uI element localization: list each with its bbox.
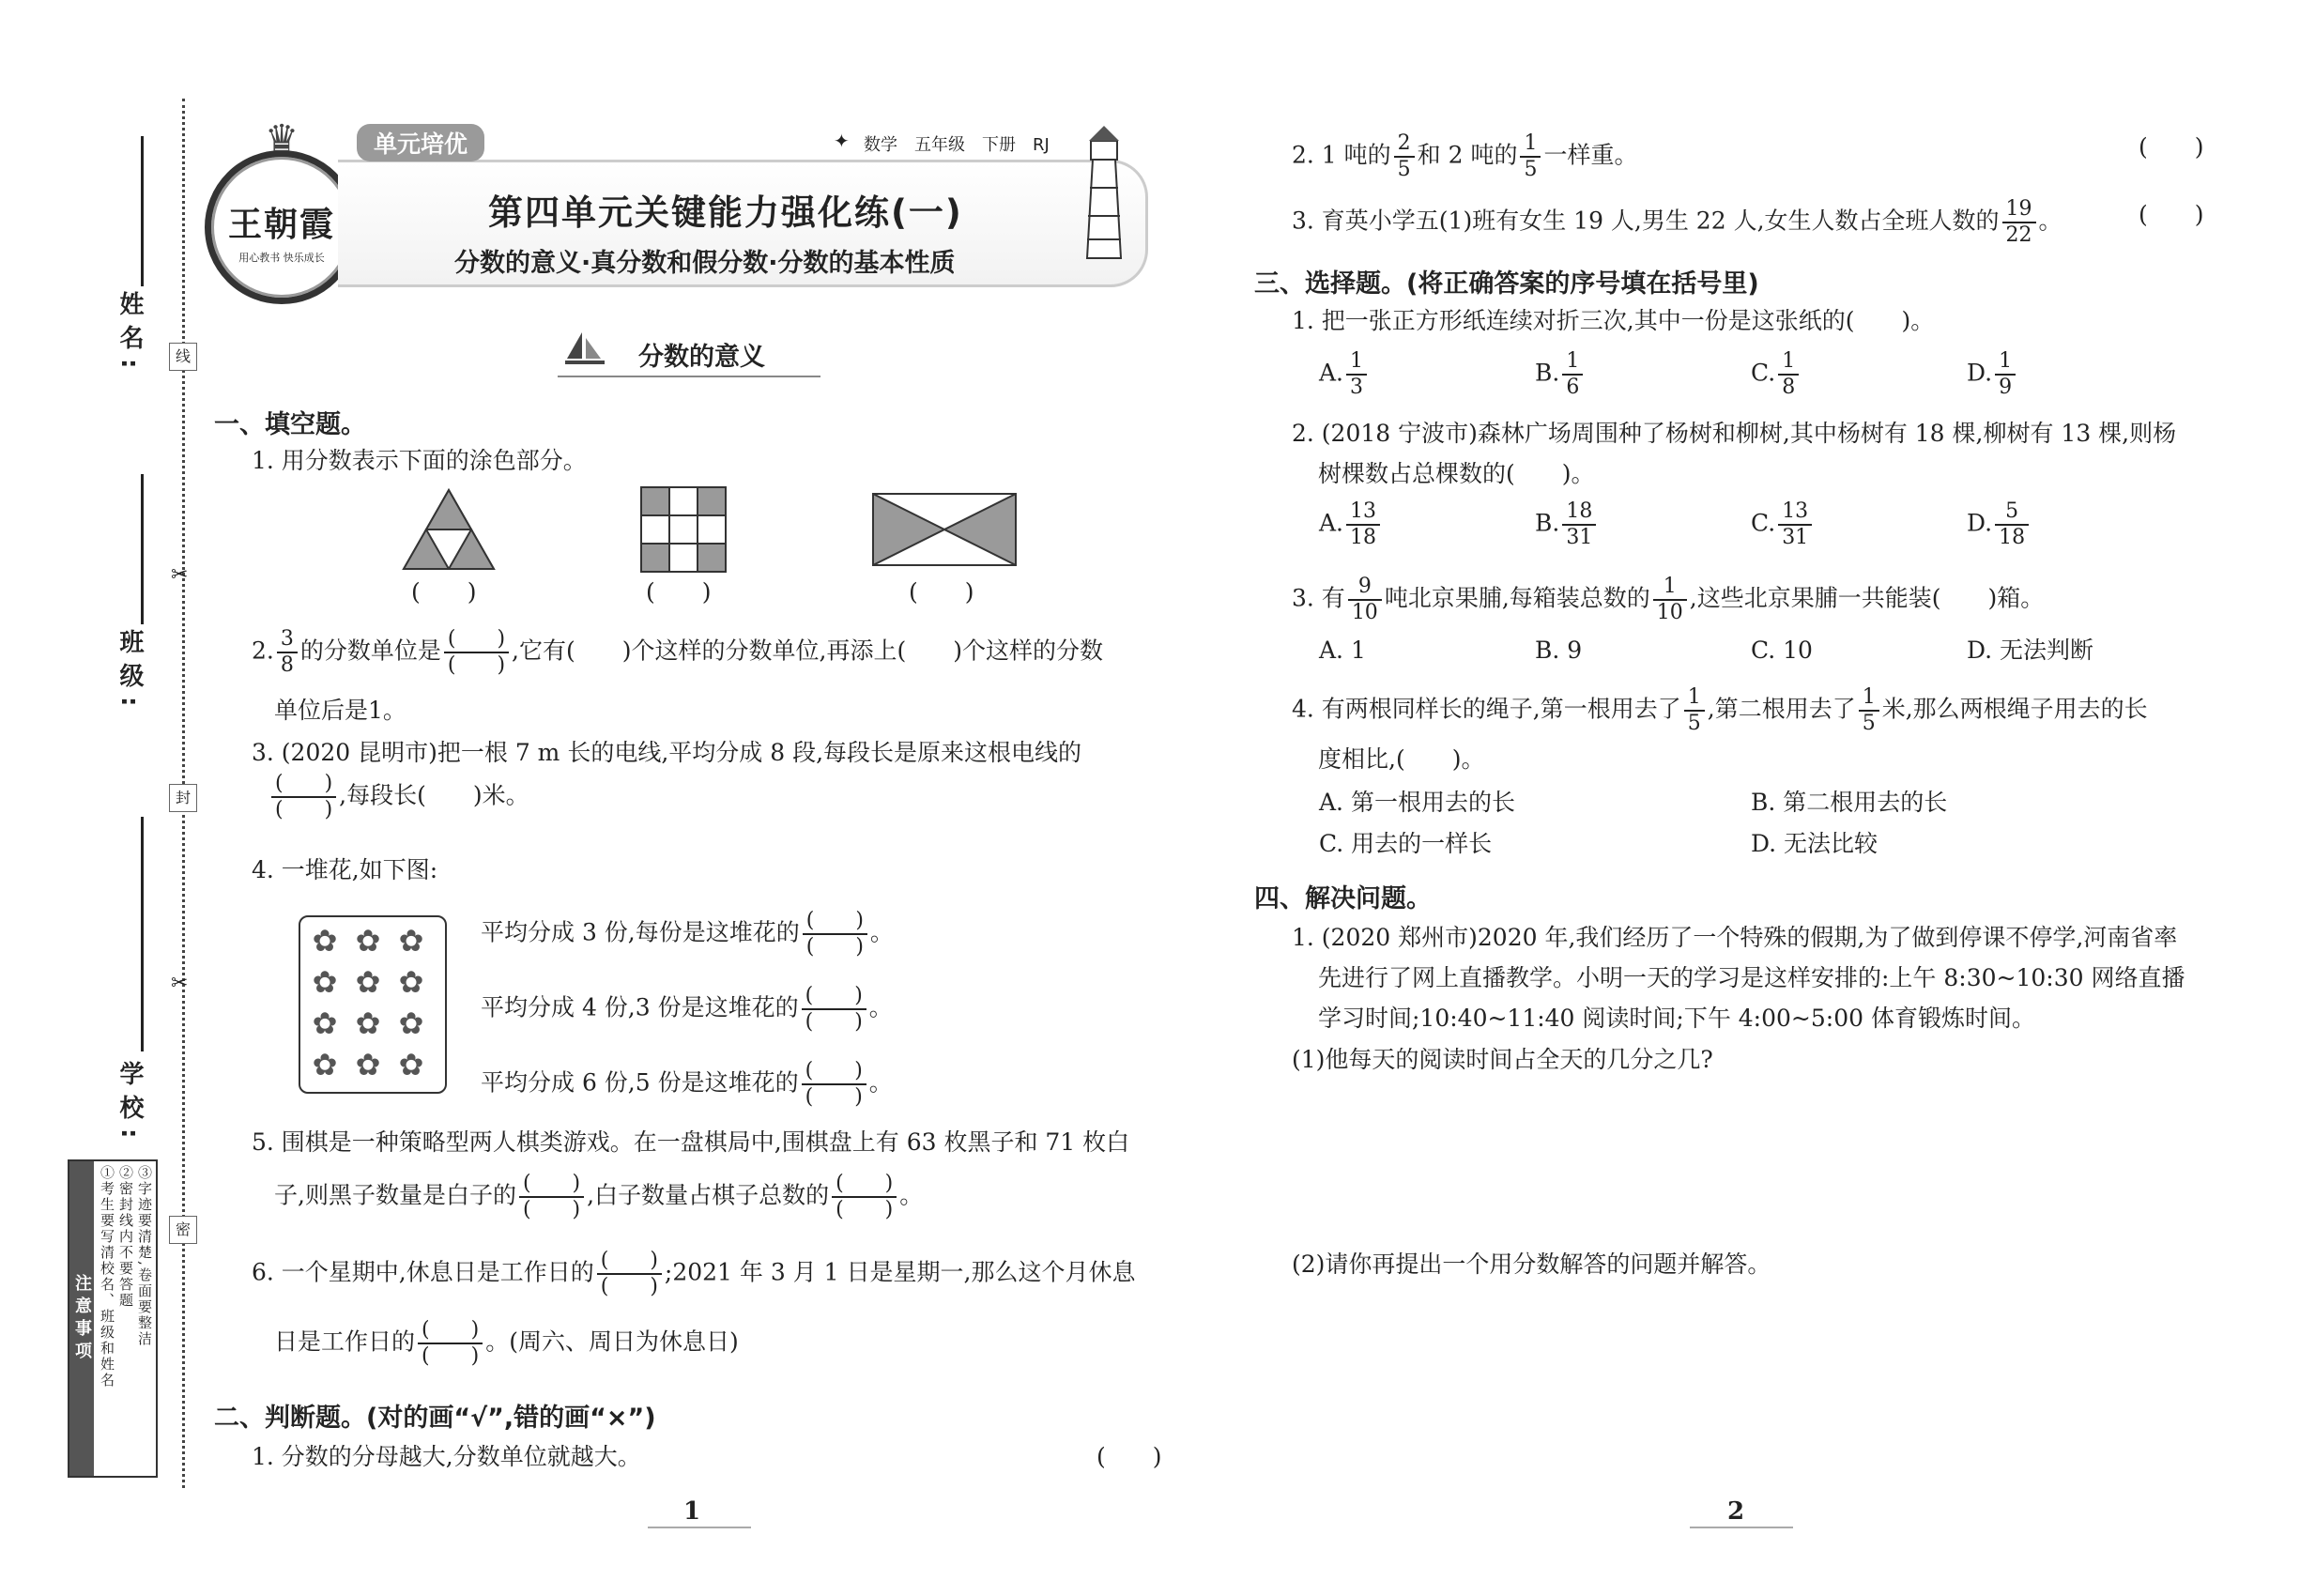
- rectangle-figure: [871, 492, 1018, 571]
- choice-q4-option-d[interactable]: D. 无法比较: [1751, 830, 1878, 857]
- section-choice: 三、选择题。(将正确答案的序号填在括号里): [1254, 269, 1759, 299]
- page-number-ornament: [1690, 1527, 1793, 1528]
- choice-q4-option-c[interactable]: C. 用去的一样长: [1319, 830, 1493, 857]
- judge-q1: 1. 分数的分母越大,分数单位就越大。: [252, 1443, 641, 1470]
- fill-q5-cont: 子,则黑子数量是白子的 ( ) ( ) ,白子数量占棋子总数的 ( ) ( ) 。: [274, 1172, 924, 1221]
- section-fill-in: 一、填空题。: [214, 410, 366, 439]
- choice-q4-option-b[interactable]: B. 第二根用去的长: [1751, 789, 1948, 816]
- page-subtitle: 分数的意义·真分数和假分数·分数的基本性质: [454, 249, 956, 278]
- sparkle-icon: ✦: [834, 130, 850, 152]
- flower-icon: ✿: [398, 964, 424, 1000]
- flower-icon: ✿: [355, 923, 381, 959]
- solve-q1-cont1: 先进行了网上直播教学。小明一天的学习是这样安排的:上午 8:30~10:30 网络直播: [1318, 964, 2185, 991]
- flower-icon: ✿: [355, 964, 381, 1000]
- lighthouse-icon: [1080, 122, 1128, 263]
- cut-mark-line: 线: [169, 343, 197, 371]
- fill-q1: 1. 用分数表示下面的涂色部分。: [252, 447, 587, 474]
- class-field-line[interactable]: [141, 474, 144, 624]
- choice-q4: 4. 有两根同样长的绳子,第一根用去了 $\frac{1}{5}$ ,第二根用去了 $\frac{1}{5}$ 米,那么两根绳子用去的长: [1292, 685, 2148, 735]
- fill-q4-line2: 平均分成 4 份,3 份是这堆花的 ( ) ( ) 。: [481, 984, 893, 1034]
- fraction: $\frac{1}{5}$: [1859, 685, 1879, 736]
- page-title: 第四单元关键能力强化练(一): [488, 192, 963, 233]
- note-item: ②密封线内不要答题: [117, 1165, 134, 1309]
- fill-q3-cont: ( ) ( ) ,每段长( )米。: [268, 772, 529, 822]
- fraction: $\frac{1}{5}$: [1520, 131, 1541, 182]
- series-label: 单元培优: [357, 124, 484, 161]
- choice-q1: 1. 把一张正方形纸连续对折三次,其中一份是这张纸的( )。: [1292, 307, 1935, 334]
- answer-area[interactable]: [1292, 1080, 2212, 1235]
- brand-name: 王朝霞: [227, 205, 335, 244]
- flower-icon: ✿: [355, 1005, 381, 1041]
- triangle-figure: [402, 488, 496, 575]
- flower-icon: ✿: [312, 923, 338, 959]
- choice-q1-option-a[interactable]: A. $\frac{1}{3}$: [1319, 349, 1370, 400]
- fill-q6-cont: 日是工作日的 ( ) ( ) 。(周六、周日为休息日): [274, 1318, 739, 1368]
- grid-figure: [640, 486, 727, 576]
- brand-logo: [205, 117, 359, 304]
- topic-title: 分数的意义: [638, 343, 765, 372]
- flower-icon: ✿: [312, 964, 338, 1000]
- choice-q2-cont: 树棵数占总棵数的( )。: [1318, 460, 1595, 487]
- fraction: $\frac{1}{10}$: [1653, 575, 1687, 625]
- judge-q2: 2. 1 吨的 $\frac{2}{5}$ 和 2 吨的 $\frac{1}{5}$ 一样重。: [1292, 131, 1638, 181]
- school-label: 学校:: [115, 1061, 144, 1148]
- scissor-icon: ✂: [171, 972, 189, 995]
- flower-icon: ✿: [312, 1005, 338, 1041]
- sailboat-icon: [563, 330, 606, 372]
- answer-blank[interactable]: ( ): [909, 578, 974, 606]
- fraction: $\frac{2}{5}$: [1394, 131, 1415, 182]
- answer-fraction-blank[interactable]: ( ) ( ): [271, 772, 336, 822]
- notes-title: 注意事项: [69, 1161, 94, 1476]
- fraction: $\frac{19}{22}$: [2002, 197, 2036, 248]
- judge-answer-paren[interactable]: ( ): [2139, 133, 2204, 161]
- answer-fraction-blank[interactable]: ( ) ( ): [444, 627, 509, 678]
- choice-q1-option-d[interactable]: D. $\frac{1}{9}$: [1967, 349, 2018, 400]
- judge-q3: 3. 育英小学五(1)班有女生 19 人,男生 22 人,女生人数占全班人数的 $\frac{19}{22}$ 。: [1292, 197, 2062, 247]
- cut-mark-seal: 封: [169, 784, 197, 812]
- choice-q3-option-b[interactable]: B. 9: [1535, 637, 1583, 664]
- note-item: ③字迹要清楚,卷面要整洁: [136, 1165, 153, 1347]
- fraction: $\frac{1}{5}$: [1684, 685, 1705, 736]
- page-number-right: 2: [1727, 1497, 1745, 1526]
- choice-q1-option-c[interactable]: C. $\frac{1}{8}$: [1751, 349, 1802, 400]
- answer-fraction-blank[interactable]: ( ) ( ): [802, 984, 866, 1035]
- choice-q2-option-c[interactable]: C. $\frac{13}{31}$: [1751, 499, 1815, 550]
- brand-sub: 用心教书 快乐成长: [238, 252, 325, 264]
- choice-q2: 2. (2018 宁波市)森林广场周围种了杨树和柳树,其中杨树有 18 棵,柳树有 13 棵,则杨: [1292, 420, 2177, 447]
- notes-box: [68, 1159, 158, 1478]
- fraction: $\frac{3}{8}$: [277, 627, 298, 678]
- section-solve: 四、解决问题。: [1254, 884, 1432, 913]
- choice-q3-option-c[interactable]: C. 10: [1751, 637, 1813, 664]
- flower-icon: ✿: [398, 923, 424, 959]
- name-field-line[interactable]: [141, 136, 144, 286]
- choice-q3-option-d[interactable]: D. 无法判断: [1967, 637, 2094, 664]
- crown-icon: ♛: [265, 117, 299, 161]
- judge-answer-paren[interactable]: ( ): [1096, 1443, 1162, 1470]
- choice-q2-option-b[interactable]: B. $\frac{18}{31}$: [1535, 499, 1599, 550]
- fill-q2: 2. $\frac{3}{8}$ 的分数单位是 ( ) ( ) ,它有( )个这样的分数单位,再添上( )个这样的分数: [252, 627, 1103, 677]
- solve-q1: 1. (2020 郑州市)2020 年,我们经历了一个特殊的假期,为了做到停课不停学,河南省率: [1292, 924, 2178, 951]
- choice-q4-cont: 度相比,( )。: [1318, 745, 1485, 773]
- scissor-icon: ✂: [171, 563, 189, 587]
- answer-fraction-blank[interactable]: ( ) ( ): [832, 1172, 897, 1222]
- school-field-line[interactable]: [141, 817, 144, 1051]
- note-item: ①考生要写清校名、班级和姓名: [99, 1165, 115, 1389]
- flower-icon: ✿: [398, 1047, 424, 1082]
- section-judge: 二、判断题。(对的画“√”,错的画“×”): [214, 1404, 656, 1433]
- fraction: $\frac{9}{10}$: [1348, 575, 1382, 625]
- judge-answer-paren[interactable]: ( ): [2139, 201, 2204, 228]
- flower-icon: ✿: [355, 1047, 381, 1082]
- answer-fraction-blank[interactable]: ( ) ( ): [418, 1318, 483, 1369]
- answer-fraction-blank[interactable]: ( ) ( ): [802, 1059, 866, 1110]
- page-number-left: 1: [683, 1497, 701, 1526]
- fill-q2-cont: 单位后是1。: [274, 697, 406, 724]
- answer-fraction-blank[interactable]: ( ) ( ): [519, 1172, 584, 1222]
- choice-q3: 3. 有 $\frac{9}{10}$ 吨北京果脯,每箱装总数的 $\frac{1}{10}$ ,这些北京果脯一共能装( )箱。: [1292, 575, 2045, 624]
- solve-q1-part2: (2)请你再提出一个用分数解答的问题并解答。: [1292, 1251, 1771, 1278]
- answer-blank[interactable]: ( ): [411, 578, 477, 606]
- answer-fraction-blank[interactable]: ( ) ( ): [597, 1249, 662, 1299]
- name-label: 姓名:: [115, 291, 144, 378]
- fill-q5: 5. 围棋是一种策略型两人棋类游戏。在一盘棋局中,围棋盘上有 63 枚黑子和 71 枚白: [252, 1128, 1130, 1156]
- fill-q6: 6. 一个星期中,休息日是工作日的 ( ) ( ) ;2021 年 3 月 1 日是星期一,那么这个月休息: [252, 1249, 1136, 1298]
- answer-area[interactable]: [1292, 1286, 2212, 1474]
- fill-q4: 4. 一堆花,如下图:: [252, 856, 438, 883]
- topic-underline: [558, 376, 820, 377]
- answer-blank[interactable]: ( ): [646, 578, 712, 606]
- page-number-ornament: [648, 1527, 751, 1528]
- grade-meta: 数学 五年级 下册 RJ: [864, 135, 1050, 155]
- choice-q2-option-a[interactable]: A. $\frac{13}{18}$: [1319, 499, 1383, 550]
- class-label: 班级:: [115, 629, 144, 716]
- answer-fraction-blank[interactable]: ( ) ( ): [803, 909, 867, 959]
- flower-icon: ✿: [398, 1005, 424, 1041]
- fill-q4-line1: 平均分成 3 份,每份是这堆花的 ( ) ( ) 。: [481, 909, 894, 959]
- choice-q2-option-d[interactable]: D. $\frac{5}{18}$: [1967, 499, 2032, 550]
- choice-q3-option-a[interactable]: A. 1: [1319, 637, 1366, 664]
- flower-icon: ✿: [312, 1047, 338, 1082]
- fill-q4-line3: 平均分成 6 份,5 份是这堆花的 ( ) ( ) 。: [481, 1059, 893, 1109]
- solve-q1-part1: (1)他每天的阅读时间占全天的几分之几?: [1292, 1046, 1713, 1073]
- choice-q4-option-a[interactable]: A. 第一根用去的长: [1319, 789, 1515, 816]
- cut-mark-secret: 密: [169, 1216, 197, 1244]
- solve-q1-cont2: 学习时间;10:40~11:40 阅读时间;下午 4:00~5:00 体育锻炼时间。: [1318, 1005, 2035, 1032]
- choice-q1-option-b[interactable]: B. $\frac{1}{6}$: [1535, 349, 1586, 400]
- fill-q3: 3. (2020 昆明市)把一根 7 m 长的电线,平均分成 8 段,每段长是原来这根电线的: [252, 739, 1082, 766]
